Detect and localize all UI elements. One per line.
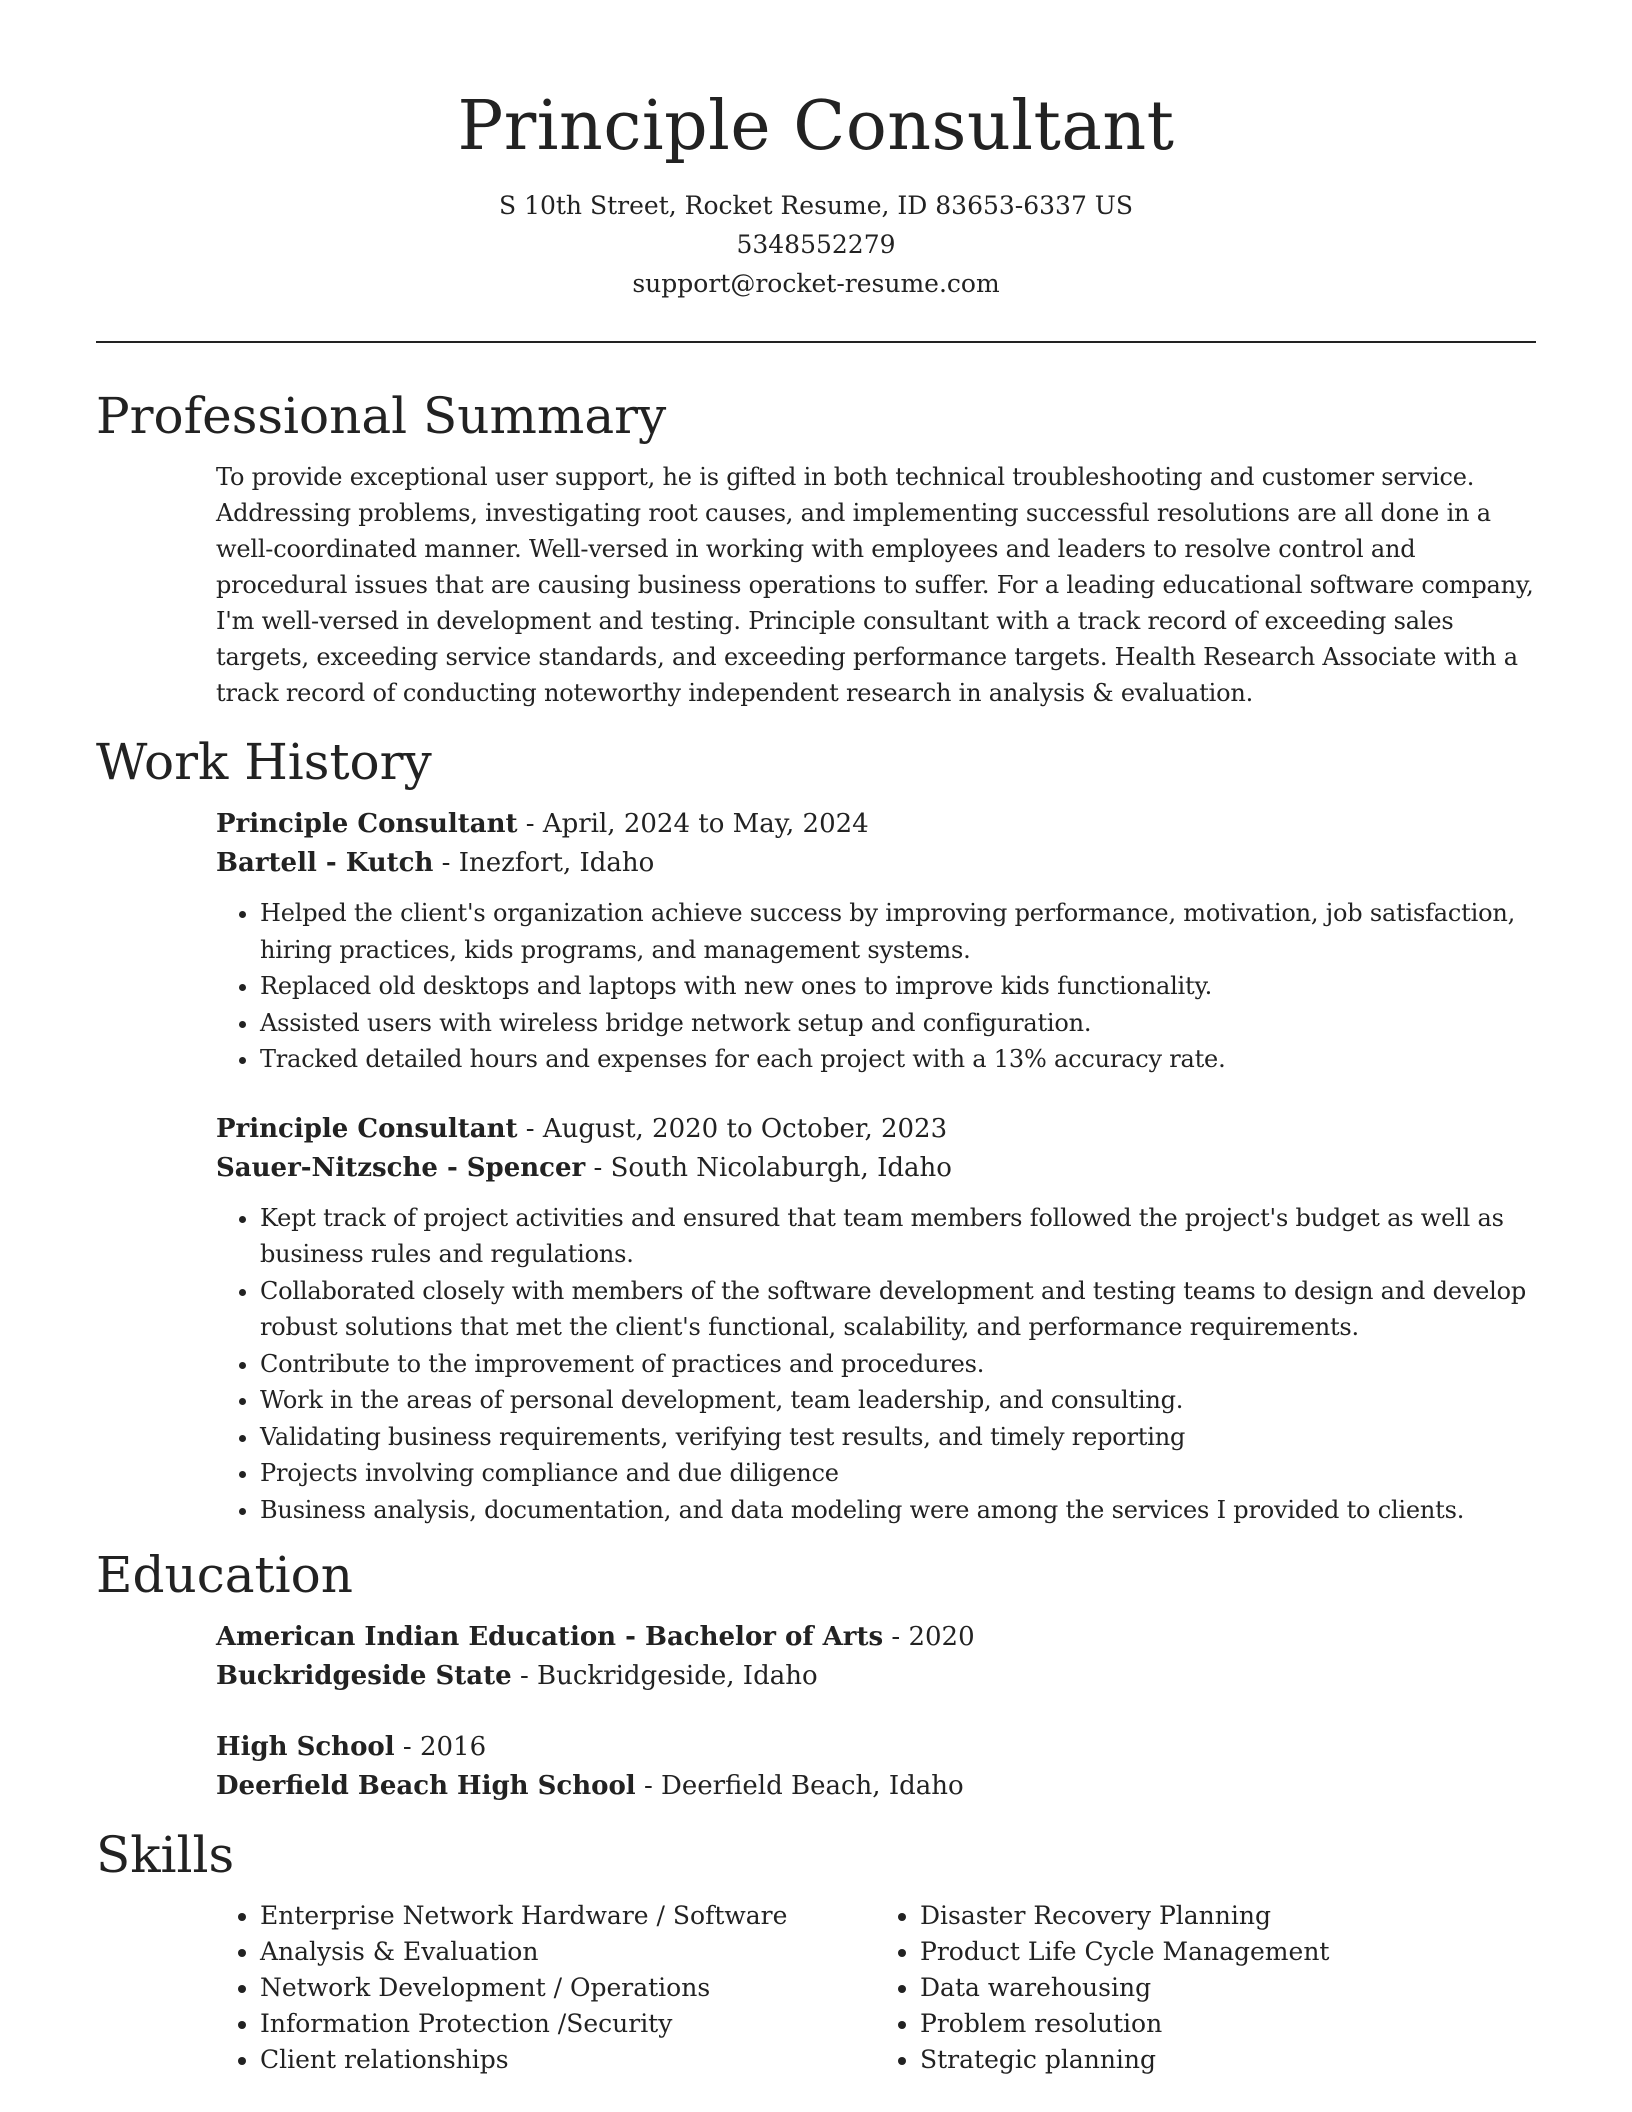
skill-item: • Data warehousing — [920, 1970, 1536, 2006]
skill-item: • Information Protection /Security — [260, 2006, 876, 2042]
education-entry — [216, 1618, 1536, 1696]
job-location: - South Nicolaburgh, Idaho — [585, 1152, 952, 1183]
candidate-name: Principle Consultant — [457, 87, 1175, 166]
job-company-line — [216, 1149, 1536, 1188]
job-title-line — [216, 1110, 1536, 1149]
job-location: - Inezfort, Idaho — [433, 848, 655, 878]
job-bullets — [216, 1200, 1536, 1529]
skills-section — [96, 1822, 1536, 2078]
education-degree-line — [216, 1728, 1536, 1767]
summary-text: To provide exceptional user support, he is gifted in both technical troubleshooting and customer service. Addressing problems, investigating root causes, and implementing successful resolutions are all done in a well-coordinated manner. Well-versed in working with employees and leaders to resolve control and procedural issues that are causing business operations to suffer. For a leading educational software company, I'm well-versed in development and testing. Principle consultant with a track record of exceeding sales targets, exceeding service standards, and exceeding performance targets. Health Research Associate with a track record of conducting noteworthy independent research in analysis & evaluation. — [216, 463, 1534, 707]
resume-page — [96, 0, 1536, 2078]
education-title: Education — [96, 1546, 353, 1604]
header-divider — [96, 341, 1536, 343]
work-section — [96, 729, 1536, 1528]
work-body — [216, 805, 1536, 1528]
list-item: • Business analysis, documentation, and data modeling were among the services I provided to clients. — [260, 1492, 1536, 1529]
contact-block — [96, 186, 1536, 303]
skills-list-right — [876, 1898, 1536, 2078]
skill-item: • Client relationships — [260, 2042, 876, 2078]
education-section — [96, 1542, 1536, 1806]
summary-title: Professional Summary — [96, 387, 667, 445]
skills-title: Skills — [96, 1826, 235, 1884]
education-location: - Deerfield Beach, Idaho — [635, 1771, 964, 1801]
job-dates: - April, 2024 to May, 2024 — [517, 809, 869, 839]
job-bullets — [216, 895, 1536, 1078]
job-entry — [216, 1110, 1536, 1529]
skill-item: • Network Development / Operations — [260, 1970, 876, 2006]
phone: 5348552279 — [736, 230, 896, 259]
work-title: Work History — [96, 733, 432, 791]
skill-item: • Disaster Recovery Planning — [920, 1898, 1536, 1934]
job-title-line — [216, 805, 1536, 844]
job-entry — [216, 805, 1536, 1078]
summary-body — [216, 459, 1536, 711]
list-item: • Collaborated closely with members of the software development and testing teams to design and develop robust solutions that met the client's functional, scalability, and performance requirements. — [260, 1273, 1536, 1346]
education-location: - Buckridgeside, Idaho — [511, 1661, 818, 1691]
skills-body — [216, 1898, 1536, 2078]
list-item: • Assisted users with wireless bridge network setup and configuration. — [260, 1005, 1536, 1042]
email: support@rocket-resume.com — [632, 269, 1000, 298]
job-role: Principle Consultant — [216, 809, 518, 839]
education-school-line — [216, 1657, 1536, 1696]
skill-item: • Problem resolution — [920, 2006, 1536, 2042]
list-item: • Contribute to the improvement of practices and procedures. — [260, 1346, 1536, 1383]
resume-header — [96, 0, 1536, 303]
job-dates: - August, 2020 to October, 2023 — [517, 1113, 948, 1144]
list-item: • Projects involving compliance and due diligence — [260, 1455, 1536, 1492]
education-school-line — [216, 1767, 1536, 1806]
job-company-line — [216, 844, 1536, 883]
job-company: Sauer-Nitzsche - Spencer — [216, 1152, 586, 1183]
list-item: • Helped the client's organization achieve success by improving performance, motivation, job satisfaction, hiring practices, kids programs, and management systems. — [260, 895, 1536, 968]
skill-item: • Enterprise Network Hardware / Software — [260, 1898, 876, 1934]
list-item: • Validating business requirements, verifying test results, and timely reporting — [260, 1419, 1536, 1456]
skills-list-left — [216, 1898, 876, 2078]
education-body — [216, 1618, 1536, 1806]
list-item: • Tracked detailed hours and expenses for each project with a 13% accuracy rate. — [260, 1041, 1536, 1078]
summary-section — [96, 383, 1536, 711]
job-role: Principle Consultant — [216, 1113, 518, 1144]
education-degree: High School — [216, 1732, 395, 1762]
skill-item: • Strategic planning — [920, 2042, 1536, 2078]
list-item: • Replaced old desktops and laptops with new ones to improve kids functionality. — [260, 968, 1536, 1005]
skills-columns — [216, 1898, 1536, 2078]
education-year: - 2020 — [883, 1622, 975, 1652]
education-school: Deerfield Beach High School — [216, 1771, 636, 1801]
address: S 10th Street, Rocket Resume, ID 83653-6337 US — [499, 191, 1133, 220]
education-school: Buckridgeside State — [216, 1661, 512, 1691]
list-item: • Kept track of project activities and ensured that team members followed the project's budget as well as business rules and regulations. — [260, 1200, 1536, 1273]
skill-item: • Product Life Cycle Management — [920, 1934, 1536, 1970]
skill-item: • Analysis & Evaluation — [260, 1934, 876, 1970]
education-year: - 2016 — [394, 1732, 487, 1762]
education-degree-line — [216, 1618, 1536, 1657]
job-company: Bartell - Kutch — [216, 848, 434, 878]
education-degree: American Indian Education - Bachelor of Arts — [216, 1622, 884, 1652]
list-item: • Work in the areas of personal development, team leadership, and consulting. — [260, 1382, 1536, 1419]
education-entry — [216, 1728, 1536, 1806]
